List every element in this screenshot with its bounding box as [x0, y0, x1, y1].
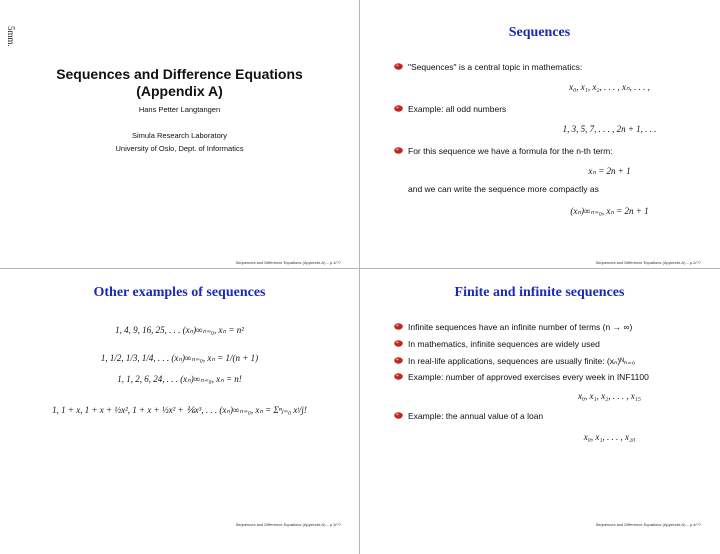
math-nth-term: xₙ = 2n + 1 [588, 166, 631, 176]
slide-3-title: Other examples of sequences [93, 285, 266, 300]
bullet-item [408, 322, 708, 332]
bullet-ball-icon [394, 340, 403, 347]
bullet-text: For this sequence we have a formula for the n-th term: [408, 146, 613, 156]
math-odd-numbers: 1, 3, 5, 7, . . . , 2n + 1, . . . [562, 124, 657, 134]
slide-2 [360, 0, 719, 268]
bullet-item [408, 356, 708, 367]
bullet-text: Example: the annual value of a loan [408, 411, 544, 421]
bullet-ball-icon [394, 105, 403, 112]
bullet-text: Example: number of approved exercises every week in INF1100 [408, 372, 649, 382]
math-compact: (xₙ)∞ₙ₌₀, xₙ = 2n + 1 [570, 206, 649, 216]
math-exercises: x₀, x₁, x₂, . . . , x₁₅ [577, 391, 642, 401]
slide-1-footer: Sequences and Difference Equations (Appendix A) – p.1/?? [235, 260, 341, 265]
slide-3 [0, 269, 359, 554]
math-sequence: x₀, x₁, x₂, . . . , xₙ, . . . , [569, 82, 650, 92]
slide-1 [0, 0, 359, 268]
bullet-ball-icon [394, 412, 403, 419]
bullet-item [408, 372, 708, 382]
bullet-item [408, 104, 708, 114]
author: Hans Petter Langtangen [138, 105, 221, 114]
slide-3-footer: Sequences and Difference Equations (Appendix A) – p.3/?? [235, 522, 341, 527]
slide-1-title-line2: (Appendix A) [136, 83, 223, 99]
bullet-item [408, 146, 708, 156]
affiliation-1: Simula Research Laboratory [131, 131, 228, 140]
bullet-text: "Sequences" is a central topic in mathematics: [408, 62, 583, 72]
bullet-text: Example: all odd numbers [408, 104, 507, 114]
bullet-text: In real-life applications, sequences are usually finite: (xₙ)ᴺₙ₌₀ [408, 356, 636, 366]
bullet-ball-icon [394, 323, 403, 330]
affiliation-2: University of Oslo, Dept. of Informatics [115, 144, 244, 153]
slide-2-footer: Sequences and Difference Equations (Appendix A) – p.2/?? [595, 260, 701, 265]
bullet-text: In mathematics, infinite sequences are widely used [408, 339, 600, 349]
margin-stamp: 5mm. [6, 26, 16, 47]
slide-4-title: Finite and infinite sequences [454, 285, 625, 300]
body-text: and we can write the sequence more compactly as [408, 184, 599, 194]
example-squares: 1, 4, 9, 16, 25, . . . (xₙ)∞ₙ₌₀, xₙ = n² [115, 325, 244, 335]
slide-4 [360, 269, 719, 554]
example-factorials: 1, 1, 2, 6, 24, . . . (xₙ)∞ₙ₌₀, xₙ = n! [117, 374, 242, 384]
bullet-ball-icon [394, 373, 403, 380]
bullet-text: Infinite sequences have an infinite number of terms (n → ∞) [408, 322, 633, 332]
bullet-item [408, 411, 708, 421]
bullet-item [408, 339, 708, 349]
math-loan: x₀, x₁, . . . , x₂₀ [583, 432, 636, 442]
slide-1-title-line1: Sequences and Difference Equations [56, 66, 303, 82]
slide-2-title: Sequences [508, 25, 571, 40]
example-taylor: 1, 1 + x, 1 + x + ½x², 1 + x + ½x² + ⅙x³, . . . (xₙ)∞ₙ₌₀, xₙ = Σⁿⱼ₌₀ xʲ/j! [52, 405, 307, 415]
bullet-item [408, 62, 708, 72]
bullet-ball-icon [394, 357, 403, 364]
bullet-ball-icon [394, 147, 403, 154]
slide-4-footer: Sequences and Difference Equations (Appendix A) – p.4/?? [595, 522, 701, 527]
bullet-ball-icon [394, 63, 403, 70]
example-reciprocals: 1, 1/2, 1/3, 1/4, . . . (xₙ)∞ₙ₌₀, xₙ = 1/(n + 1) [100, 353, 259, 363]
